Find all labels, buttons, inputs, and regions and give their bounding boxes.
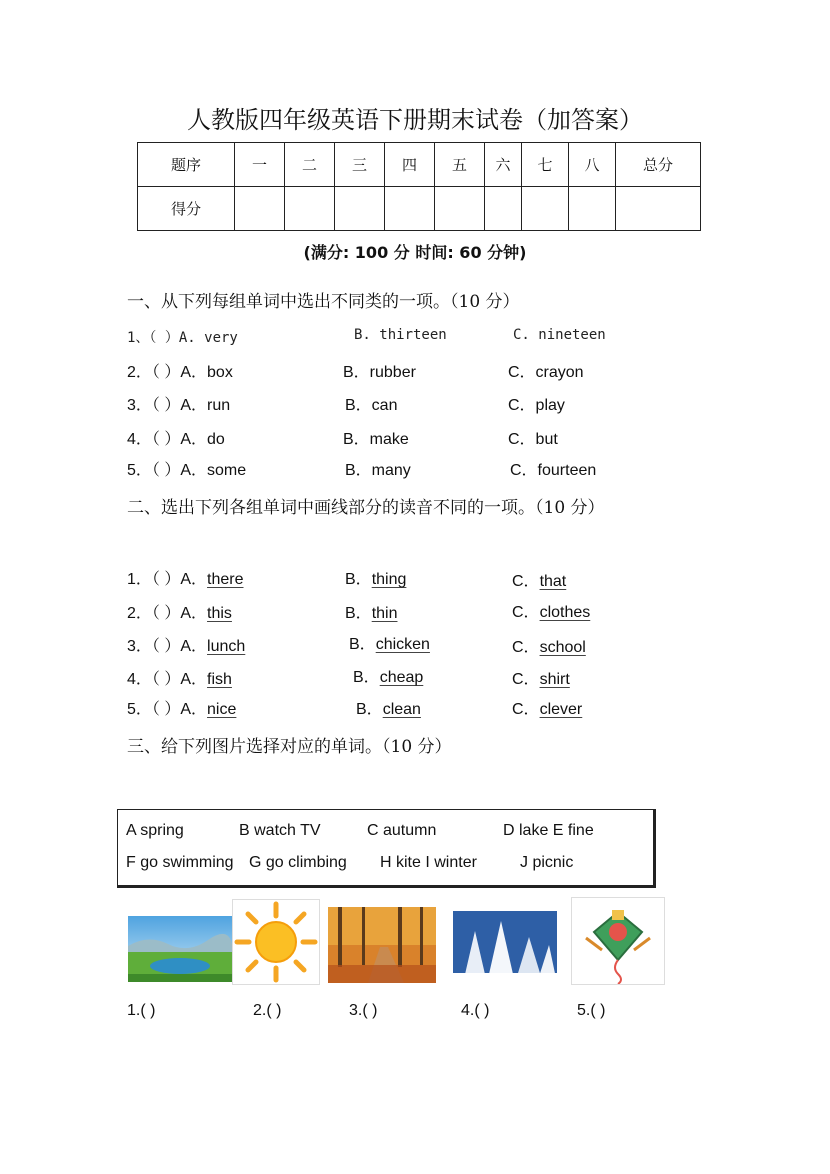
option-word: that <box>539 573 567 590</box>
option-letter: B． <box>356 701 383 718</box>
autumn-forest-picture <box>328 907 436 983</box>
lake-picture <box>128 916 232 982</box>
snowy-trees-icon <box>453 911 557 983</box>
s2-q3 <box>127 633 245 656</box>
word-option: B watch TV <box>239 822 321 839</box>
word-option: D lake E fine <box>503 822 594 839</box>
option-word: shirt <box>539 671 570 688</box>
word-bank-box <box>117 809 656 888</box>
s1-q5-c: C．fourteen <box>510 462 597 479</box>
s2-q2-c <box>512 599 590 622</box>
s1-q4-a: 4．（ ）A．do <box>127 431 225 448</box>
s2-q4 <box>127 666 232 689</box>
word-option: J picnic <box>520 854 574 871</box>
page-title: 人教版四年级英语下册期末试卷（加答案） <box>187 106 643 134</box>
kite-icon <box>572 898 664 984</box>
s2-q2-b <box>345 600 397 623</box>
score-table-header-row <box>138 143 701 187</box>
table-cell: 八 <box>569 143 616 187</box>
option-letter: C． <box>512 573 540 590</box>
s1-q3-b: B．can <box>345 397 398 414</box>
s1-q3-a: 3．（ ）A．run <box>127 397 231 414</box>
table-cell: 题序 <box>138 143 235 187</box>
s2-q1-a: there <box>207 571 244 588</box>
option-letter: B． <box>349 636 376 653</box>
table-cell: 四 <box>385 143 435 187</box>
s2-q4-a: fish <box>207 671 232 688</box>
s2-q4-c <box>512 666 570 689</box>
score-input-cell[interactable] <box>335 187 385 231</box>
option-letter: C． <box>512 671 540 688</box>
s2-q5-prefix: 5．（ ）A． <box>127 701 208 718</box>
s1-q5-b: B．many <box>345 462 411 479</box>
exam-info: (满分: 100 分 时间: 60 分钟) <box>303 243 527 262</box>
s2-q3-a: lunch <box>207 638 246 655</box>
option-letter: C． <box>512 639 540 656</box>
option-letter: B． <box>345 605 372 622</box>
score-table-score-row <box>138 187 701 231</box>
word-option: H kite I winter <box>380 854 477 871</box>
s1-q2-c: C．crayon <box>508 364 584 381</box>
table-cell: 一 <box>235 143 285 187</box>
option-word: cheap <box>379 669 424 686</box>
option-word: thing <box>371 571 407 588</box>
answer-blank-2[interactable]: 2.( ) <box>253 1002 282 1019</box>
table-cell: 得分 <box>138 187 235 231</box>
option-letter: C． <box>512 604 540 621</box>
s2-q2 <box>127 600 232 623</box>
sun-picture <box>232 899 320 985</box>
answer-blank-1[interactable]: 1.( ) <box>127 1002 156 1019</box>
option-word: clean <box>382 701 421 718</box>
score-input-cell[interactable] <box>285 187 335 231</box>
s2-q2-prefix: 2．（ ）A． <box>127 605 208 622</box>
section1-heading: 一、从下列每组单词中选出不同类的一项。（10 分） <box>127 292 520 312</box>
s1-q2-b: B．rubber <box>343 364 416 381</box>
s2-q5 <box>127 696 236 719</box>
s2-q1-b <box>345 566 406 589</box>
kite-picture <box>571 897 665 985</box>
option-word: clothes <box>539 604 591 621</box>
s1-q1-a: 1、（ ）A. very <box>127 330 238 346</box>
s2-q4-b <box>353 664 423 687</box>
lake-icon <box>128 916 232 982</box>
s2-q3-prefix: 3．（ ）A． <box>127 638 208 655</box>
s1-q4-b: B．make <box>343 431 409 448</box>
s2-q3-b <box>349 631 430 654</box>
table-cell: 总分 <box>616 143 701 187</box>
score-input-cell[interactable] <box>522 187 569 231</box>
s2-q1-c <box>512 568 566 591</box>
s1-q3-c: C．play <box>508 397 565 414</box>
answer-blank-4[interactable]: 4.( ) <box>461 1002 490 1019</box>
score-input-cell[interactable] <box>485 187 522 231</box>
s2-q5-a: nice <box>207 701 237 718</box>
word-option: F go swimming <box>126 854 234 871</box>
s1-q1-b: B. thirteen <box>354 327 447 343</box>
answer-blank-5[interactable]: 5.( ) <box>577 1002 606 1019</box>
score-input-cell[interactable] <box>385 187 435 231</box>
table-cell: 二 <box>285 143 335 187</box>
word-option: G go climbing <box>249 854 347 871</box>
s1-q5-a: 5．（ ）A．some <box>127 462 247 479</box>
table-cell: 六 <box>485 143 522 187</box>
section2-heading: 二、选出下列各组单词中画线部分的读音不同的一项。（10 分） <box>127 498 605 518</box>
score-input-cell[interactable] <box>616 187 701 231</box>
option-word: thin <box>371 605 398 622</box>
answer-blank-3[interactable]: 3.( ) <box>349 1002 378 1019</box>
table-cell: 七 <box>522 143 569 187</box>
option-word: chicken <box>375 636 430 653</box>
word-option: A spring <box>126 822 184 839</box>
s1-q2-a: 2．（ ）A．box <box>127 364 233 381</box>
option-letter: B． <box>353 669 380 686</box>
autumn-forest-icon <box>328 907 436 983</box>
s2-q1-prefix: 1．（ ）A． <box>127 571 208 588</box>
score-input-cell[interactable] <box>235 187 285 231</box>
score-input-cell[interactable] <box>569 187 616 231</box>
option-letter: B． <box>345 571 372 588</box>
sun-icon <box>233 900 319 984</box>
snowy-trees-picture <box>453 911 557 983</box>
score-input-cell[interactable] <box>435 187 485 231</box>
s2-q1 <box>127 566 244 589</box>
option-word: clever <box>539 701 583 718</box>
s2-q5-b <box>356 696 421 719</box>
s2-q4-prefix: 4．（ ）A． <box>127 671 208 688</box>
s2-q5-c <box>512 696 582 719</box>
word-option: C autumn <box>367 822 437 839</box>
section3-heading: 三、给下列图片选择对应的单词。（10 分） <box>127 737 452 757</box>
s2-q2-a: this <box>207 605 232 622</box>
s2-q3-c <box>512 634 586 657</box>
table-cell: 五 <box>435 143 485 187</box>
score-table <box>137 142 701 231</box>
option-letter: C． <box>512 701 540 718</box>
s1-q4-c: C．but <box>508 431 558 448</box>
table-cell: 三 <box>335 143 385 187</box>
s1-q1-c: C. nineteen <box>513 327 606 343</box>
option-word: school <box>539 639 586 656</box>
